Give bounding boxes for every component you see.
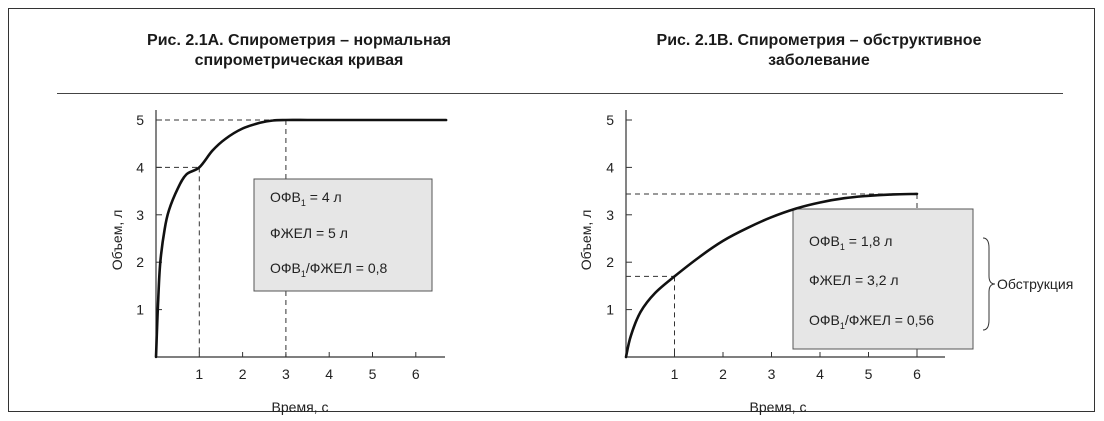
y-tick-label: 3 bbox=[136, 206, 144, 223]
y-tick-label: 1 bbox=[606, 301, 614, 318]
y-tick-label: 2 bbox=[606, 254, 614, 271]
x-axis-label: Время, с bbox=[749, 399, 807, 415]
y-tick-label: 4 bbox=[606, 159, 614, 176]
y-tick-label: 5 bbox=[606, 112, 614, 128]
y-tick-label: 1 bbox=[136, 301, 144, 318]
chart-b bbox=[578, 110, 1073, 415]
x-tick-label: 1 bbox=[670, 366, 679, 382]
annotation-ratio: $ОФВ_1$/ФЖЕЛ = 0,8 bbox=[270, 260, 388, 279]
x-axis-label: Время, с bbox=[271, 399, 329, 415]
y-axis-label: Объем, л bbox=[578, 209, 594, 271]
y-tick-label: 3 bbox=[606, 206, 614, 223]
chart-b-title-line2: заболевание bbox=[768, 52, 870, 69]
annotation-ratio: $ОФВ_1$/ФЖЕЛ = 0,56 bbox=[809, 312, 935, 331]
x-tick-label: 3 bbox=[767, 366, 776, 382]
x-tick-label: 6 bbox=[913, 366, 921, 382]
x-tick-label: 1 bbox=[195, 366, 204, 382]
y-axis-label: Объем, л bbox=[109, 209, 125, 271]
x-tick-label: 2 bbox=[238, 366, 247, 382]
annotation-fvc: ФЖЕЛ = 3,2 л bbox=[809, 272, 899, 288]
obstruction-label: Обструкция bbox=[997, 276, 1074, 292]
y-tick-label: 2 bbox=[136, 254, 144, 271]
y-tick-label: 5 bbox=[136, 112, 144, 128]
x-tick-label: 4 bbox=[816, 366, 824, 382]
x-tick-label: 3 bbox=[282, 366, 290, 382]
x-tick-label: 6 bbox=[411, 366, 420, 382]
x-tick-label: 5 bbox=[864, 366, 873, 382]
x-tick-label: 4 bbox=[325, 366, 334, 382]
obstruction-bracket bbox=[983, 238, 995, 330]
chart-a-title-line2: спирометрическая кривая bbox=[194, 52, 404, 69]
y-tick-label: 4 bbox=[136, 159, 144, 176]
annotation-fvc: ФЖЕЛ = 5 л bbox=[270, 225, 348, 241]
chart-b-title-line1: Рис. 2.1В. Спирометрия – обструктивное bbox=[656, 32, 982, 49]
chart-a bbox=[109, 110, 446, 415]
x-tick-label: 5 bbox=[368, 366, 377, 382]
chart-a-title-line1: Рис. 2.1А. Спирометрия – нормальная bbox=[147, 32, 451, 49]
annotation-fev1: $ОФВ_1 = 4$ л bbox=[270, 189, 342, 208]
annotation-fev1: $ОФВ_1 = 1,8$ л bbox=[809, 233, 893, 252]
x-tick-label: 2 bbox=[719, 366, 727, 382]
